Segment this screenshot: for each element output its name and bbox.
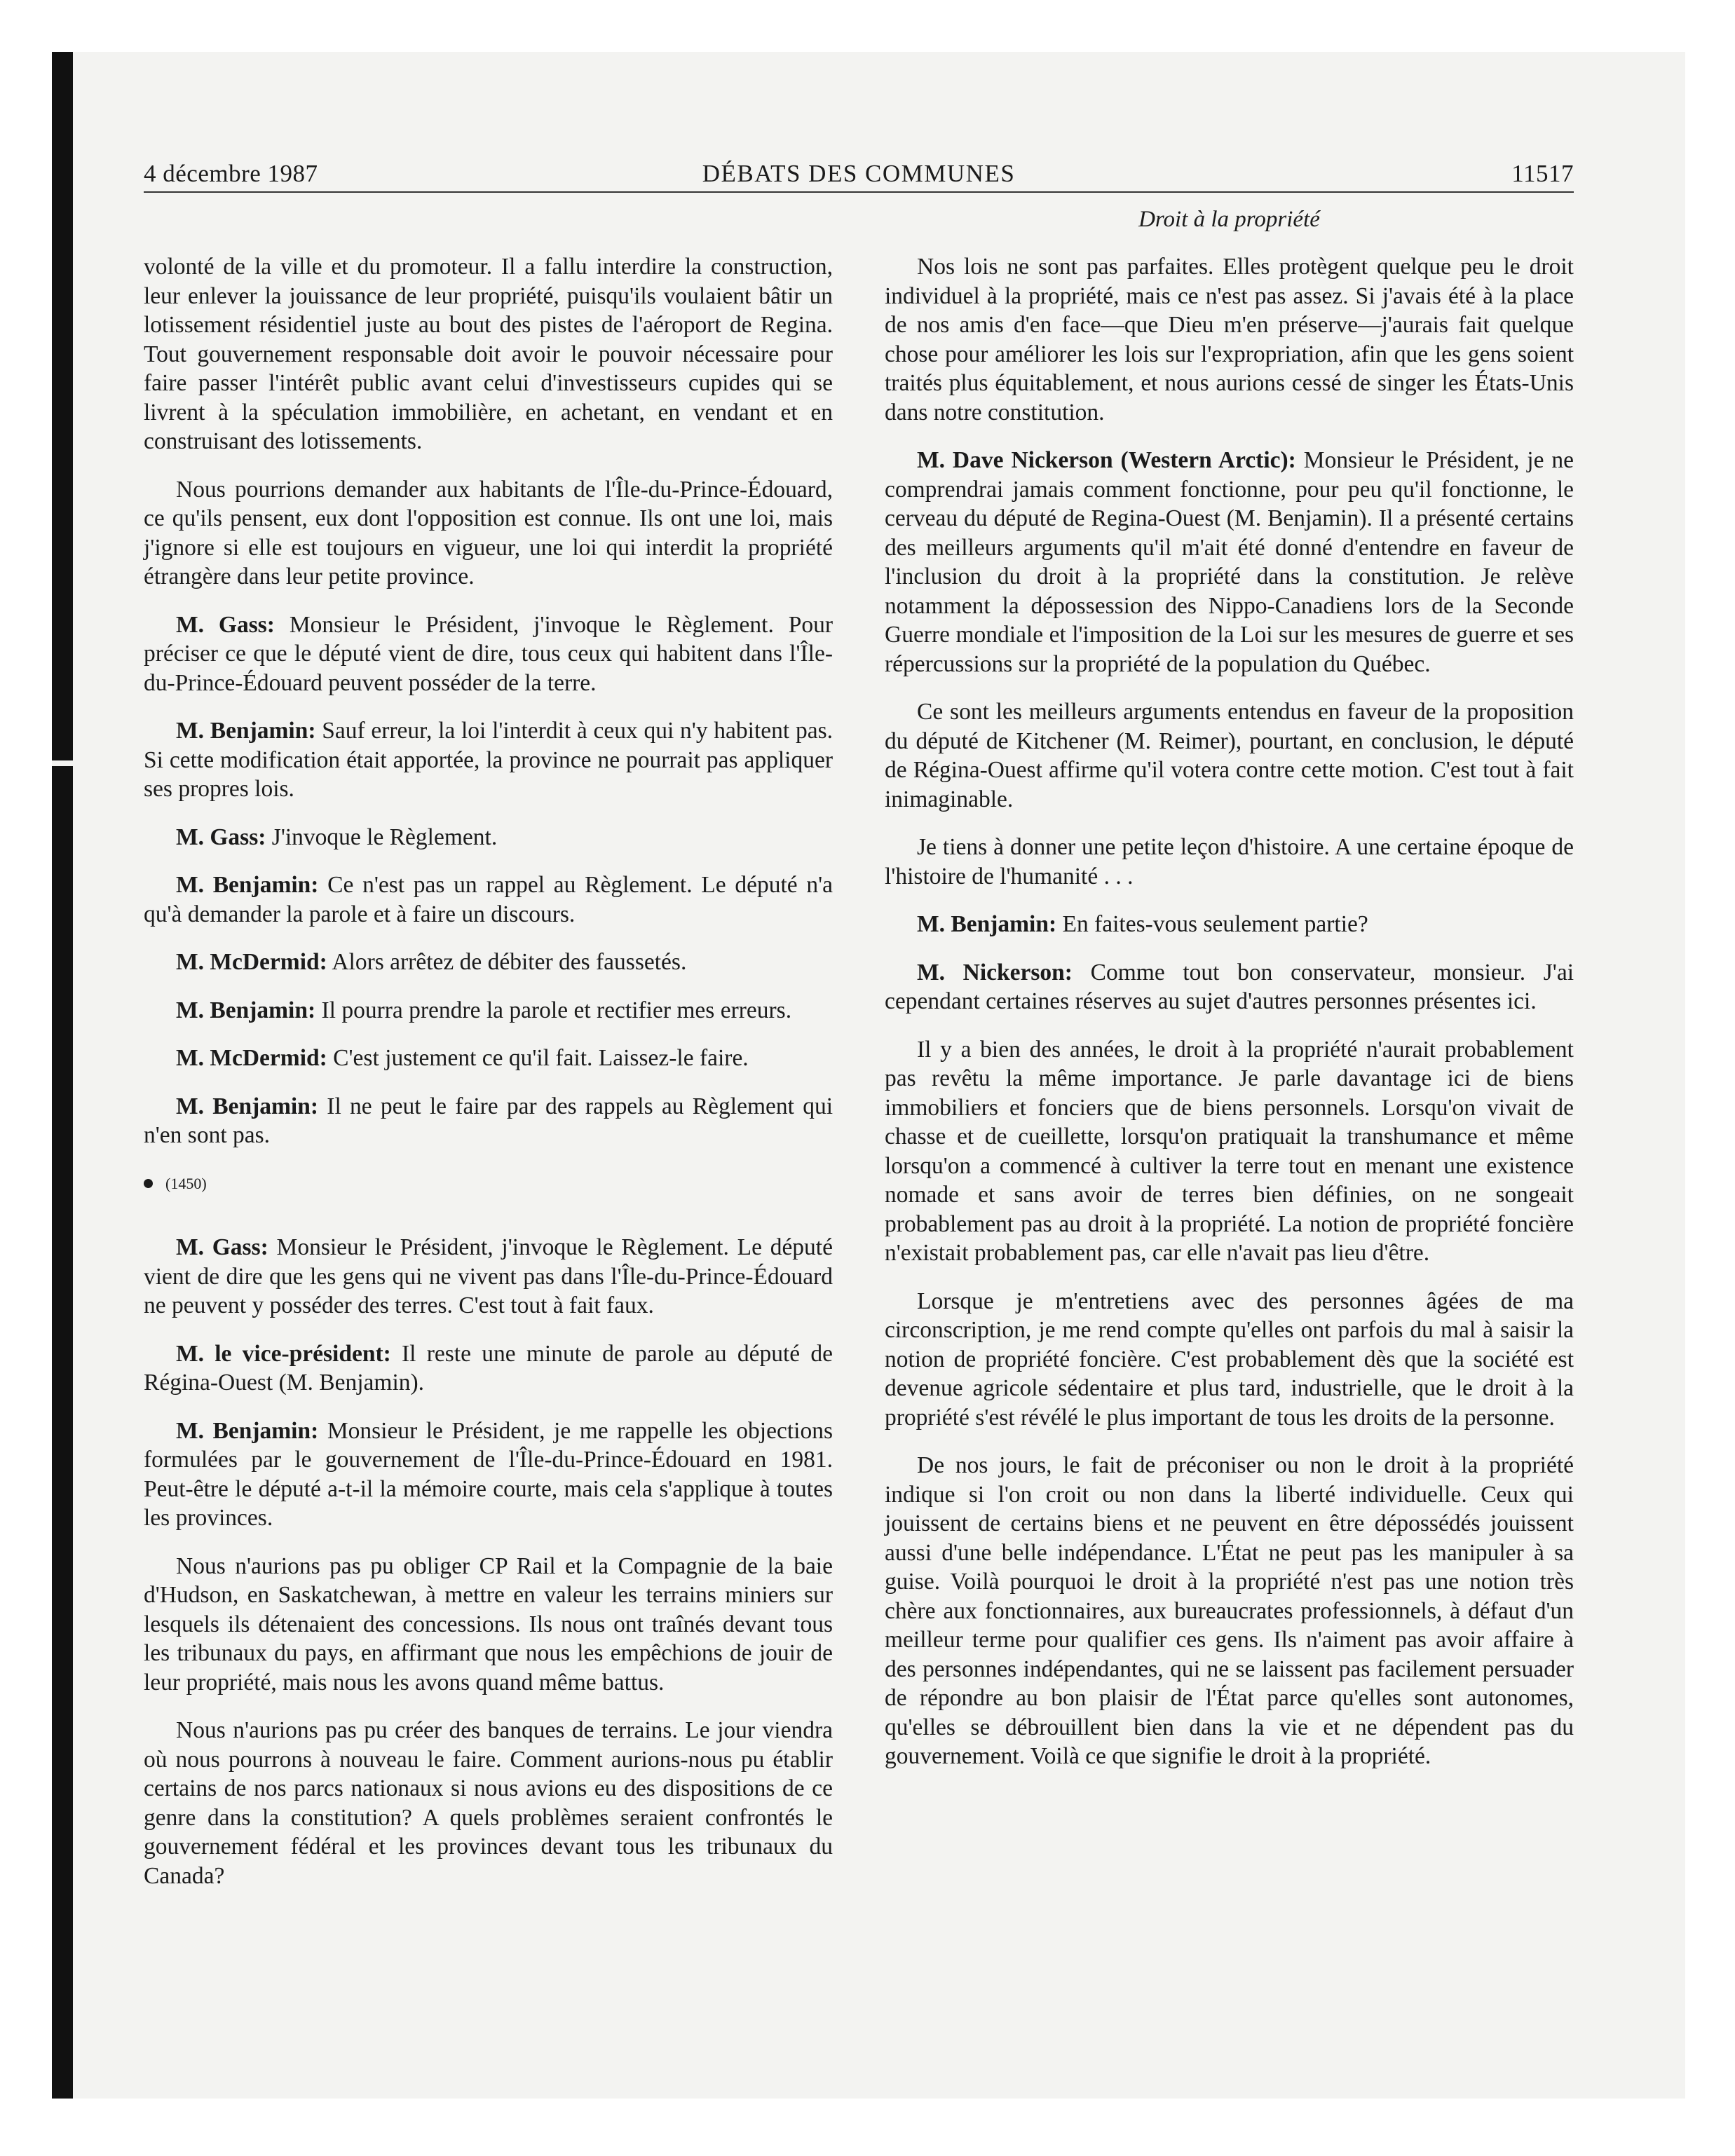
paragraph-text: J'invoque le Règlement. [271,824,498,850]
paragraph [144,871,833,929]
speaker: M. Benjamin: [176,997,316,1023]
paragraph [144,1092,833,1150]
time-marker [144,1169,833,1199]
paragraph [885,1287,1574,1433]
right-column [885,252,1574,1790]
paragraph [144,252,833,456]
paragraph [885,446,1574,678]
paragraph-text: Ce n'est pas un rappel au Règlement. Le député n'a qu'à demander la parole et à faire un discours. [144,872,834,927]
scan-edge-notch [52,760,73,766]
paragraph-text: En faites-vous seulement partie? [1062,911,1368,937]
paragraph-text: Monsieur le Président, j'invoque le Règlement. Pour préciser ce que le député vient de dire, tous ceux qui habitent dans l'Île-du-Prince-Édouard peuvent posséder de la terre. [144,611,833,696]
paragraph [144,1044,833,1073]
paragraph [144,948,833,977]
speaker: M. McDermid: [176,1045,327,1071]
paragraph [144,1233,833,1321]
speaker: M. McDermid: [176,949,327,975]
speaker: M. Gass: [176,824,266,850]
paragraph-text: Alors arrêtez de débiter des faussetés. [332,949,687,975]
left-column [144,252,833,1909]
paragraph-text: Nos lois ne sont pas parfaites. Elles protègent quelque peu le droit individuel à la propriété, mais ce n'est pas assez. Si j'avais été à la place de nos amis d'en face—que Dieu m'en préserve—j'aurais fait quelque chose pour améliorer les lois sur l'expropriation, afin que les gens soient traités plus équitablement, et nous aurions cessé de singer les États-Unis dans notre constitution. [885,254,1574,425]
speaker: M. Dave Nickerson (Western Arctic): [917,447,1296,473]
paragraph-text: Sauf erreur, la loi l'interdit à ceux qui n'y habitent pas. Si cette modification était apportée, la province ne pourrait pas appliquer ses propres lois. [144,718,833,802]
paragraph-text: Monsieur le Président, j'invoque le Règlement. Le député vient de dire que les gens qui ne vivent pas dans l'Île-du-Prince-Édouard ne peuvent y posséder des terres. C'est tout à fait faux. [144,1234,833,1318]
paragraph-text: Je tiens à donner une petite leçon d'histoire. A une certaine époque de l'histoire de l'humanité . . . [885,834,1574,889]
paragraph [144,823,833,852]
paragraph-text: Nous n'aurions pas pu obliger CP Rail et la Compagnie de la baie d'Hudson, en Saskatchewan, à mettre en valeur les terrains miniers sur lesquels ils détenaient des concessions. Ils nous ont traînés devant tous les tribunaux du pays, en affirmant que nous les empêchions de jouir de leur propriété, mais nous les avons quand même battus. [144,1553,833,1696]
paragraph-text: Il y a bien des années, le droit à la propriété n'aurait probablement pas revêtu la même importance. Je parle davantage ici de biens immobiliers et fonciers que de biens personnels. Lorsqu'on vivait de chasse et de cueillette, lorsqu'on pratiquait la transhumance et même lorsqu'on a commencé à cultiver la terre tout en menant une existence nomade et sans avoir de terres bien définies, on ne songeait probablement pas au droit à la propriété. La notion de propriété foncière n'existait probablement pas, car elle n'avait pas lieu d'être. [885,1036,1574,1266]
header-date: 4 décembre 1987 [144,160,318,187]
running-head: Droit à la propriété [1138,207,1320,232]
paragraph-text: Lorsque je m'entretiens avec des personnes âgées de ma circonscription, je me rend compte qu'elles ont parfois du mal à saisir la notion de propriété foncière. C'est probablement dès que la société est devenue agricole sédentaire et plus tard, industrielle, que le droit à la propriété s'est révélé le plus important de tous les droits de la personne. [885,1288,1574,1431]
paragraph-text: Monsieur le Président, je me rappelle les objections formulées par le gouvernement de l'Île-du-Prince-Édouard en 1981. Peut-être le député a-t-il la mémoire courte, mais cela s'applique à toutes les provinces. [144,1417,834,1531]
paragraph [885,833,1574,891]
paragraph [885,252,1574,427]
scan-edge-shadow [52,52,73,2099]
speaker: M. Benjamin: [917,911,1057,937]
speaker: M. le vice-président: [176,1340,391,1367]
paragraph-text: Ce sont les meilleurs arguments entendus en faveur de la proposition du député de Kitchener (M. Reimer), pourtant, en conclusion, le député de Régina-Ouest affirme qu'il votera contre cette motion. C'est tout à fait inimaginable. [885,699,1574,812]
speaker: M. Benjamin: [176,1417,319,1444]
paragraph [144,996,833,1025]
speaker: M. Benjamin: [176,1093,319,1119]
paragraph-text: Nous n'aurions pas pu créer des banques de terrains. Le jour viendra où nous pourrons à nouveau le faire. Comment aurions-nous pu établir certains de nos parcs nationaux si nous avions eu des dispositions de ce genre dans la constitution? A quels problèmes seraient confrontés le gouvernement fédéral et les provinces devant tous les tribunaux du Canada? [144,1717,833,1889]
header-title: DÉBATS DES COMMUNES [702,160,1016,187]
speaker: M. Nickerson: [917,959,1073,985]
paragraph [144,1716,833,1890]
paragraph [144,1339,833,1398]
paragraph-text: Il pourra prendre la parole et rectifier mes erreurs. [321,997,792,1023]
paragraph-text: C'est justement ce qu'il fait. Laissez-le faire. [333,1045,749,1071]
bullet-icon [144,1179,153,1188]
paragraph [885,1451,1574,1771]
header-page-number: 11517 [1511,160,1574,187]
paragraph-text: Monsieur le Président, je ne comprendrai jamais comment fonctionne, pour peu qu'il fonctionne, le cerveau du député de Regina-Ouest (M. Benjamin). Il a présenté certains des meilleurs arguments qu'il m'ait été donné d'entendre en faveur de l'inclusion du droit à la propriété dans la constitution. Je relève notamment la dépossession des Nippo-Canadiens lors de la Seconde Guerre mondiale et l'imposition de la Loi sur les mesures de guerre et ses répercussions sur la propriété de la population du Québec. [885,447,1574,677]
paragraph [144,610,833,698]
header-rule [144,191,1574,193]
paragraph-text: Nous pourrions demander aux habitants de l'Île-du-Prince-Édouard, ce qu'ils pensent, eux dont l'opposition est connue. Ils ont une loi, mais j'ignore si elle est toujours en vigueur, une loi qui interdit la propriété étrangère dans leur petite province. [144,476,833,589]
paragraph [885,1035,1574,1268]
paragraph [885,958,1574,1016]
paragraph [144,1417,833,1533]
paragraph [144,475,833,592]
paragraph-text: volonté de la ville et du promoteur. Il a fallu interdire la construction, leur enlever la jouissance de leur propriété, puisqu'ils voulaient bâtir un lotissement résidentiel juste au bout des pistes de l'aéroport de Regina. Tout gouvernement responsable doit avoir le pouvoir nécessaire pour faire passer l'intérêt public avant celui d'investisseurs cupides qui se livrent à la spéculation immobilière, en achetant, en vendant et en construisant des lotissements. [144,254,833,454]
paragraph [144,716,833,804]
paragraph [885,697,1574,814]
speaker: M. Benjamin: [176,872,319,898]
page-header [144,160,1574,193]
paragraph-text: Il reste une minute de parole au député de Régina-Ouest (M. Benjamin). [144,1340,833,1396]
time-marker-text: (1450) [165,1174,207,1192]
speaker: M. Benjamin: [176,718,316,744]
speaker: M. Gass: [176,611,275,638]
speaker: M. Gass: [176,1234,268,1260]
paragraph [885,910,1574,939]
paragraph [144,1552,833,1698]
paragraph-text: De nos jours, le fait de préconiser ou non le droit à la propriété indique si l'on croit ou non dans la liberté individuelle. Ceux qui jouissent de certains biens et ne peuvent en être dépossédés jouissent aussi d'une belle indépendance. L'État ne peut pas les manipuler à sa guise. Voilà pourquoi le droit à la propriété n'est pas une notion très chère aux fonctionnaires, aux bureaucrates professionnels, à défaut d'un meilleur terme pour qualifier ces gens. Ils n'aiment pas avoir affaire à des personnes indépendantes, qui ne se laissent pas facilement persuader de répondre au bon plaisir de l'État parce qu'elles sont autonomes, qu'elles se débrouillent bien dans la vie et ne dépendent pas du gouvernement. Voilà ce que signifie le droit à la propriété. [885,1452,1574,1769]
paragraph-text: Comme tout bon conservateur, monsieur. J'ai cependant certaines réserves au sujet d'autres personnes présentes ici. [885,959,1574,1014]
paragraph-text: Il ne peut le faire par des rappels au Règlement qui n'en sont pas. [144,1093,834,1148]
